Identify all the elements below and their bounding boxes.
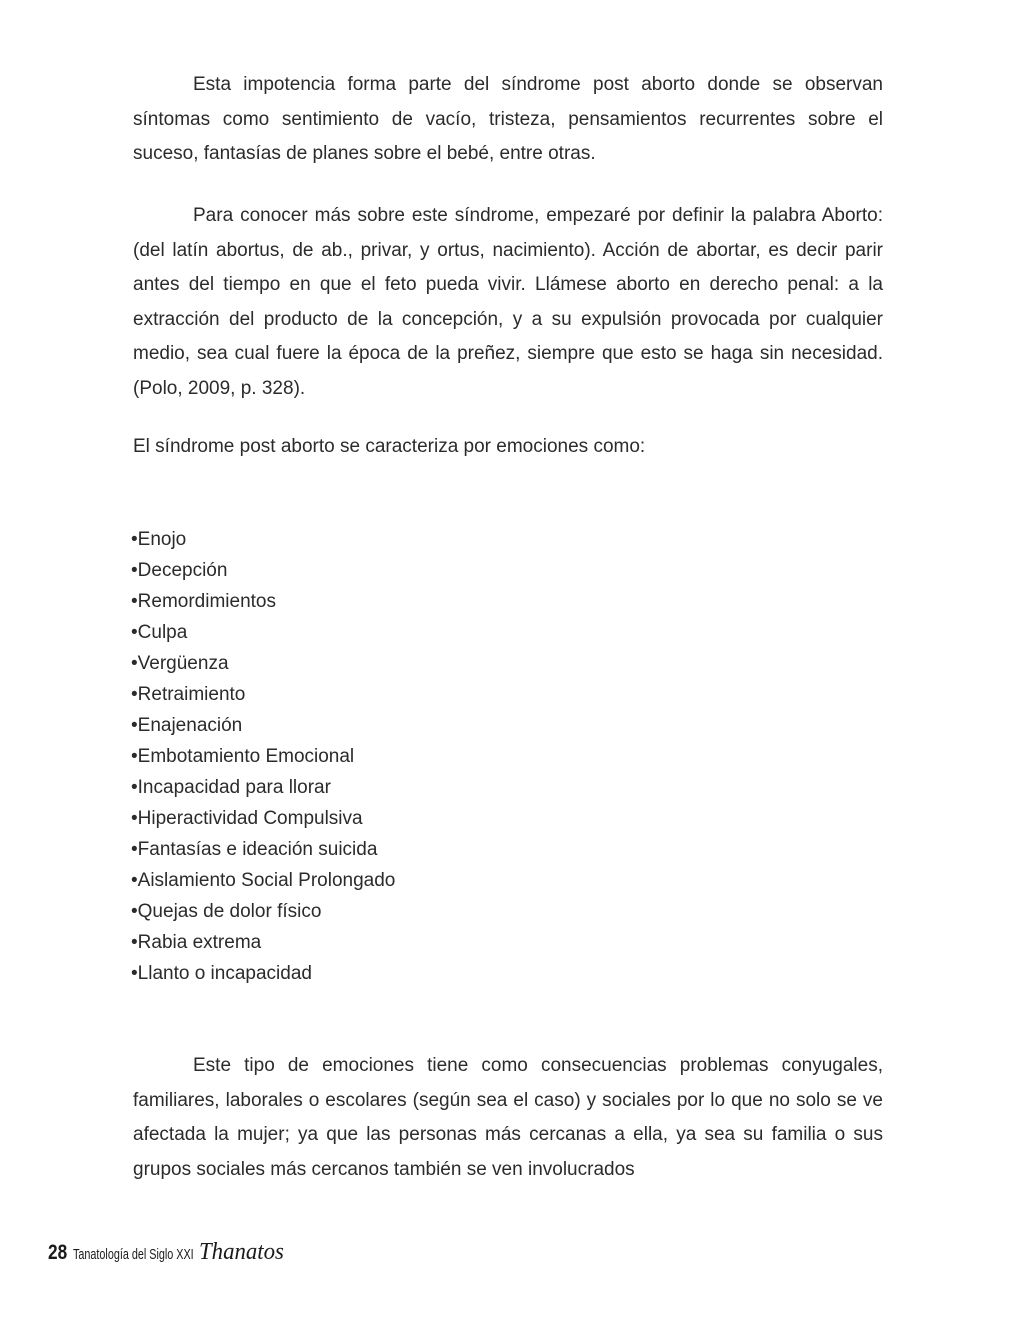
list-item: •Fantasías e ideación suicida xyxy=(131,839,378,860)
paragraph-consecuencias xyxy=(133,1049,883,1187)
list-item: •Embotamiento Emocional xyxy=(131,746,355,767)
list-item: •Enajenación xyxy=(131,715,243,736)
paragraph-impotencia xyxy=(133,68,883,172)
list-item: •Retraimiento xyxy=(131,684,246,705)
thanatos-logo: Thanatos xyxy=(198,1239,284,1265)
list-item: •Rabia extrema xyxy=(131,932,262,953)
list-item: •Incapacidad para llorar xyxy=(131,777,331,798)
list-item: •Aislamiento Social Prolongado xyxy=(131,870,396,891)
list-item: •Quejas de dolor físico xyxy=(131,901,322,922)
page-number: 28 xyxy=(48,1241,68,1264)
page-footer xyxy=(48,1239,288,1275)
list-item: •Vergüenza xyxy=(131,653,229,674)
emotions-list xyxy=(131,524,395,989)
list-item: •Culpa xyxy=(131,622,188,643)
paragraph-definicion-aborto xyxy=(133,199,883,407)
list-item: •Hiperactividad Compulsiva xyxy=(131,808,363,829)
paragraph-text: Para conocer más sobre este síndrome, empezaré por definir la palabra Aborto: (del latín abortus, de ab., privar, y ortus, nacimiento). Acción de abortar, es decir parir antes del tiempo en que el feto pueda vivir. Llámese aborto en derecho penal: a la extracción del producto de la concepción, y a su expulsión provocada por cualquier medio, sea cual fuere la época de la preñez, siempre que esto se haga sin necesidad. (Polo, 2009, p. 328). xyxy=(133,205,883,399)
paragraph-text: Esta impotencia forma parte del síndrome post aborto donde se observan síntomas como sentimiento de vacío, tristeza, pensamientos recurrentes sobre el suceso, fantasías de planes sobre el bebé, entre otras. xyxy=(133,74,883,164)
list-item: •Enojo xyxy=(131,529,187,550)
list-item: •Remordimientos xyxy=(131,591,276,612)
list-item: •Decepción xyxy=(131,560,228,581)
paragraph-text: Este tipo de emociones tiene como consecuencias problemas conyugales, familiares, laborales o escolares (según sea el caso) y sociales por lo que no solo se ve afectada la mujer; ya que las personas más cercanas a ella, ya sea su familia o sus grupos sociales más cercanos también se ven involucrados xyxy=(133,1055,883,1180)
publication-title: Tanatología del Siglo XXI xyxy=(73,1246,195,1263)
list-item: •Llanto o incapacidad xyxy=(131,963,312,984)
paragraph-emociones-intro: El síndrome post aborto se caracteriza por emociones como: xyxy=(133,436,646,457)
